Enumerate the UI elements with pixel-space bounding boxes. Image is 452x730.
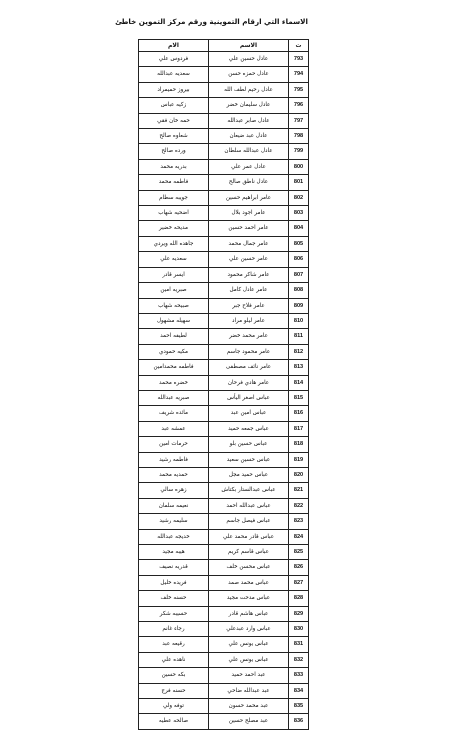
table-row [139,560,309,575]
row-number: 834 [289,683,309,698]
table-row [139,514,309,529]
row-mother-name: اضحيه شهاب [139,206,209,221]
row-number: 813 [289,360,309,375]
row-name: عامر محمود جاسم [209,344,289,359]
row-name: عباس امين عبد [209,406,289,421]
table-row [139,637,309,652]
row-mother-name: فردوس علي [139,52,209,67]
row-name: عامر حسين علي [209,252,289,267]
row-mother-name: صبيحه شهاب [139,298,209,313]
table-header-row [139,40,309,52]
table-row [139,98,309,113]
row-name: عادل عبدالله سلطان [209,144,289,159]
row-name: عادل حمزه حسن [209,67,289,82]
row-name: عبد عبدالله ضاحي [209,683,289,698]
row-name: عادل عبد ضيعان [209,129,289,144]
row-mother-name: فاطمه محمدامين [139,360,209,375]
row-name: عامر جمال محمد [209,236,289,251]
row-mother-name: زهره سالي [139,483,209,498]
row-number: 816 [289,406,309,421]
table-row [139,483,309,498]
table-row [139,591,309,606]
row-name: عامر احمد حسين [209,221,289,236]
row-mother-name: ناهده علي [139,652,209,667]
row-name: عادل ناطق صالح [209,175,289,190]
row-number: 835 [289,699,309,714]
row-name: عباس يونس علي [209,637,289,652]
row-number: 806 [289,252,309,267]
row-number: 826 [289,560,309,575]
row-number: 823 [289,514,309,529]
row-number: 803 [289,206,309,221]
row-name: عباس محسن خلف [209,560,289,575]
table-row [139,699,309,714]
row-mother-name: صبريه امين [139,283,209,298]
row-number: 828 [289,591,309,606]
row-mother-name: فاطمه رشيد [139,452,209,467]
row-name: عامر ليلو مراد [209,313,289,328]
row-number: 805 [289,236,309,251]
names-table [138,39,309,730]
header-name: الاسم [209,40,289,52]
row-mother-name: عمشه عبد [139,421,209,436]
row-number: 799 [289,144,309,159]
row-mother-name: صالحه عطيه [139,714,209,729]
row-number: 836 [289,714,309,729]
row-mother-name: حسنه فرج [139,683,209,698]
row-mother-name: مديحه خضير [139,221,209,236]
row-mother-name: مكيه حمودي [139,344,209,359]
row-number: 794 [289,67,309,82]
row-mother-name: توفه ولي [139,699,209,714]
table-row [139,714,309,729]
row-name: عباس عبدالستار بكتاش [209,483,289,498]
row-mother-name: بكه حسين [139,668,209,683]
row-mother-name: صبريه عبدالله [139,390,209,405]
row-number: 825 [289,545,309,560]
table-row [139,375,309,390]
table-row [139,437,309,452]
row-name: عامر فلاح جبر [209,298,289,313]
row-name: عباس فيصل جاسم [209,514,289,529]
row-mother-name: بدريه محمد [139,159,209,174]
row-mother-name: سعديه علي [139,252,209,267]
row-name: عباس هاشم قادر [209,606,289,621]
row-number: 802 [289,190,309,205]
row-name: عباس حسين سعيد [209,452,289,467]
table-row [139,67,309,82]
row-number: 818 [289,437,309,452]
table-row [139,159,309,174]
table-row [139,329,309,344]
row-mother-name: سليمه رشيد [139,514,209,529]
table-row [139,390,309,405]
row-number: 797 [289,113,309,128]
row-number: 808 [289,283,309,298]
table-row [139,406,309,421]
row-mother-name: شعاوه صالح [139,129,209,144]
row-mother-name: حرمات امين [139,437,209,452]
row-mother-name: فاطمه محمد [139,175,209,190]
table-row [139,467,309,482]
table-row [139,113,309,128]
row-mother-name: سهيله مشهول [139,313,209,328]
row-mother-name: حسيبه شكر [139,606,209,621]
row-number: 827 [289,575,309,590]
row-number: 798 [289,129,309,144]
row-name: عامر ابراهيم حسين [209,190,289,205]
row-number: 817 [289,421,309,436]
row-number: 804 [289,221,309,236]
table-row [139,421,309,436]
row-mother-name: لطيفه احمد [139,329,209,344]
row-name: عباس جمعه حميد [209,421,289,436]
row-name: عادل حسين علي [209,52,289,67]
row-name: عامر شاكر محمود [209,267,289,282]
table-row [139,683,309,698]
row-mother-name: مائده شريف [139,406,209,421]
row-number: 832 [289,652,309,667]
page-title: الاسماء التي ارقام التموينية ورقم مركز التموين خاطئ [115,17,308,26]
row-mother-name: قدريه نصيف [139,560,209,575]
table-row [139,82,309,97]
row-mother-name: خضره محمد [139,375,209,390]
header-mother: الام [139,40,209,52]
row-mother-name: هيبه مجيد [139,545,209,560]
row-number: 824 [289,529,309,544]
row-mother-name: حمديه محمد [139,467,209,482]
row-name: عامر اجود بلال [209,206,289,221]
table-row [139,236,309,251]
table-row [139,283,309,298]
table-row [139,529,309,544]
row-mother-name: نعيمه سلمان [139,498,209,513]
row-name: عباس قاسم كريم [209,545,289,560]
row-mother-name: فريده خليل [139,575,209,590]
table-row [139,144,309,159]
table-row [139,344,309,359]
row-number: 830 [289,622,309,637]
row-number: 812 [289,344,309,359]
row-mother-name: سعديه عبدالله [139,67,209,82]
row-name: عباس يونس علي [209,652,289,667]
table-row [139,652,309,667]
row-number: 811 [289,329,309,344]
row-number: 796 [289,98,309,113]
table-row [139,221,309,236]
table-row [139,129,309,144]
table-row [139,52,309,67]
table-row [139,313,309,328]
row-name: عباس مدحت مجيد [209,591,289,606]
row-name: عادل صابر عبدالله [209,113,289,128]
row-number: 814 [289,375,309,390]
row-name: عامر نائف مصطفى [209,360,289,375]
row-number: 807 [289,267,309,282]
table-row [139,668,309,683]
header-num: ت [289,40,309,52]
row-mother-name: رجاء غانم [139,622,209,637]
table-row [139,190,309,205]
table-row [139,175,309,190]
table-row [139,452,309,467]
table-row [139,252,309,267]
row-mother-name: حمه خان فقي [139,113,209,128]
row-number: 800 [289,159,309,174]
row-name: عادل رحيم لطف الله [209,82,289,97]
row-name: عامر هادي فرحان [209,375,289,390]
row-number: 820 [289,467,309,482]
row-number: 819 [289,452,309,467]
row-mother-name: بيروز حميمراد [139,82,209,97]
row-name: عامر محمد خضر [209,329,289,344]
row-name: عباس حميد مجل [209,467,289,482]
row-mother-name: جويبه سطام [139,190,209,205]
row-number: 810 [289,313,309,328]
table-row [139,622,309,637]
row-name: عادل عمر علي [209,159,289,174]
row-name: عباس حسين بلو [209,437,289,452]
row-mother-name: ايسر قادر [139,267,209,282]
row-mother-name: ورده صالح [139,144,209,159]
row-name: عباس قادر محمد علي [209,529,289,544]
row-name: عباس عبدالله احمد [209,498,289,513]
row-name: عامر عادل كامل [209,283,289,298]
table-row [139,360,309,375]
row-number: 821 [289,483,309,498]
table-row [139,545,309,560]
row-name: عبد مصلح حسين [209,714,289,729]
row-name: عادل سليمان خضر [209,98,289,113]
table-row [139,498,309,513]
row-mother-name: حسنه خلف [139,591,209,606]
table-row [139,206,309,221]
row-name: عبد احمد حميد [209,668,289,683]
row-name: عباس محمد صمد [209,575,289,590]
table-row [139,606,309,621]
row-number: 801 [289,175,309,190]
row-number: 829 [289,606,309,621]
table-body [139,52,309,730]
table-row [139,298,309,313]
row-mother-name: خديجه عبدالله [139,529,209,544]
row-number: 815 [289,390,309,405]
row-name: عباس اصغر اليأس [209,390,289,405]
row-number: 793 [289,52,309,67]
row-mother-name: زكيه عباس [139,98,209,113]
table-row [139,267,309,282]
row-name: عباس وارد عبدعلي [209,622,289,637]
row-number: 795 [289,82,309,97]
row-name: عبد محمد حسون [209,699,289,714]
row-number: 833 [289,668,309,683]
table-row [139,575,309,590]
row-number: 809 [289,298,309,313]
row-mother-name: جاهده الله ويردي [139,236,209,251]
row-number: 822 [289,498,309,513]
row-mother-name: رقيعه عبد [139,637,209,652]
row-number: 831 [289,637,309,652]
